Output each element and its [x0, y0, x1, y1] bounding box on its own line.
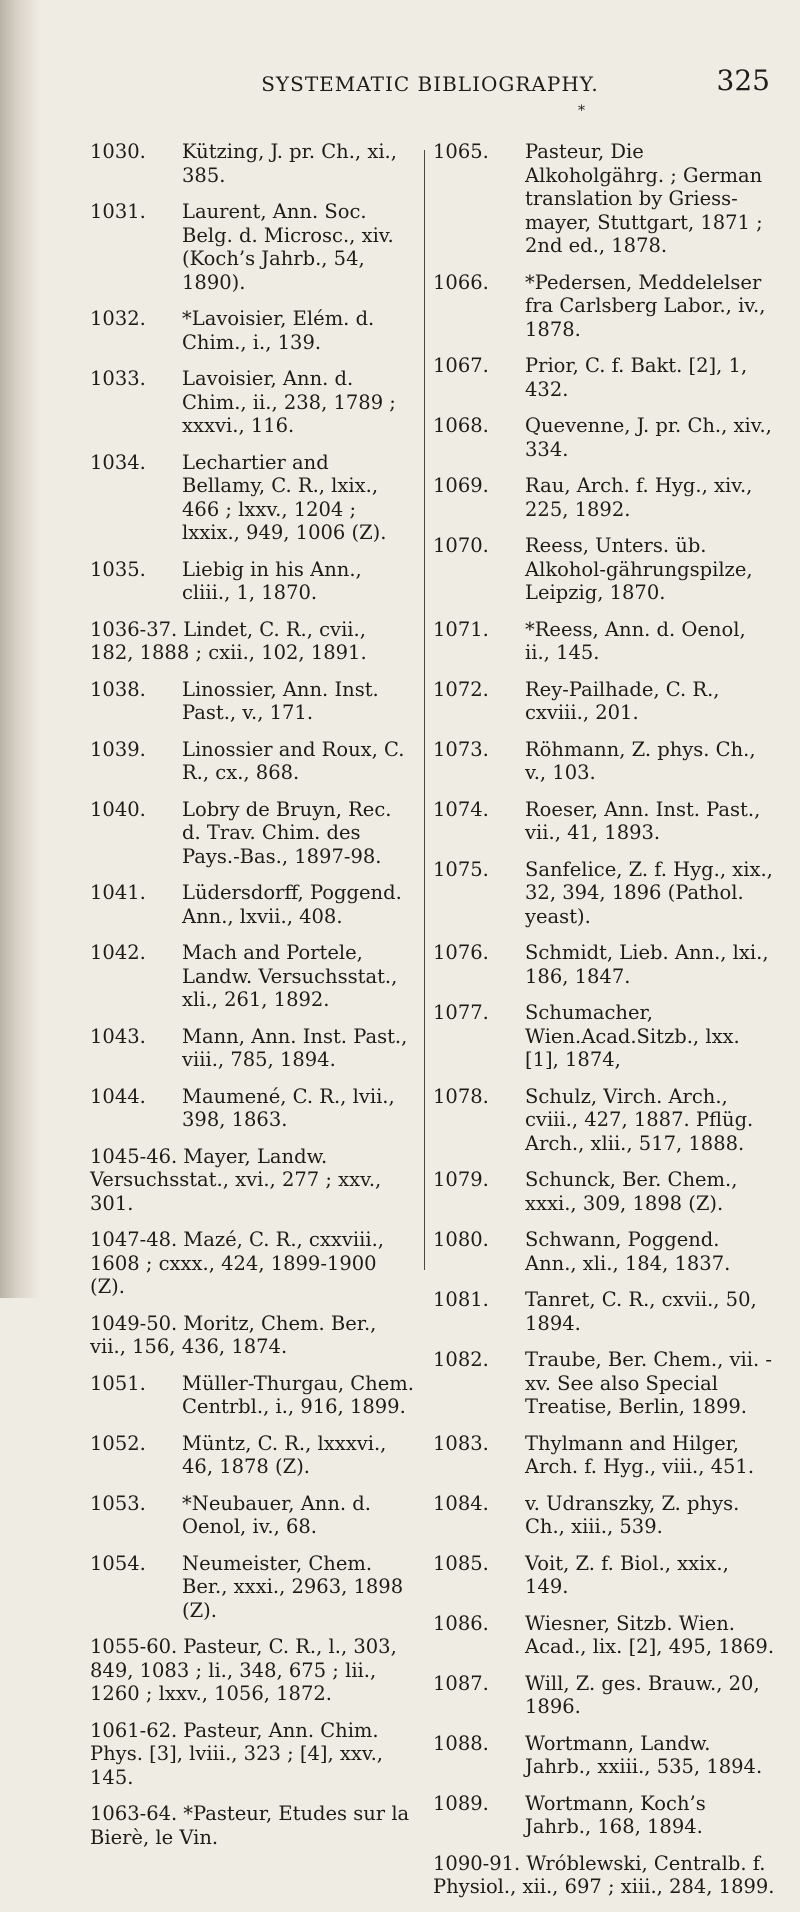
bibliography-entry	[433, 1792, 775, 1839]
entry-citation: *Reess, Ann. d. Oenol, ii., 145.	[525, 617, 746, 664]
bibliography-entry	[433, 1168, 775, 1215]
running-title: SYSTEMATIC BIBLIOGRAPHY.	[261, 72, 599, 96]
entry-citation: *Lavoisier, Elém. d. Chim., i., 139.	[182, 307, 375, 354]
bibliography-entry	[433, 1432, 775, 1479]
entry-citation: Mach and Portele, Landw. Versuchsstat., xli., 261, 1892.	[182, 941, 398, 1011]
entry-citation: Prior, C. f. Bakt. [2], 1, 432.	[525, 354, 748, 401]
bibliography-entry	[433, 474, 775, 521]
entry-citation: Linossier, Ann. Inst. Past., v., 171.	[182, 677, 379, 724]
entry-number: 1070.	[433, 534, 489, 557]
entry-citation: Pasteur, Ann. Chim. Phys. [3], lviii., 323 ; [4], xxv., 145.	[90, 1718, 383, 1789]
entry-number: 1039.	[90, 737, 146, 761]
entry-citation: Lechartier and Bellamy, C. R., lxix., 466 ; lxxv., 1204 ; lxxix., 949, 1006 (Z).	[182, 450, 387, 544]
bibliography-entry	[90, 1552, 415, 1623]
entry-number: 1073.	[433, 737, 489, 761]
entry-citation: Wortmann, Koch’s Jahrb., 168, 1894.	[525, 1791, 706, 1838]
bibliography-entry	[90, 1432, 415, 1479]
bibliography-entry	[90, 1372, 415, 1419]
bibliography-entry	[90, 881, 415, 928]
entry-number: 1036-37.	[90, 617, 178, 641]
bibliography-entry	[433, 1228, 775, 1275]
bibliography-entry	[433, 1348, 775, 1419]
entry-citation: Laurent, Ann. Soc. Belg. d. Microsc., xiv. (Koch’s Jahrb., 54, 1890).	[182, 200, 394, 294]
entry-citation: Rau, Arch. f. Hyg., xiv., 225, 1892.	[525, 474, 753, 521]
entry-citation: Maumené, C. R., lvii., 398, 1863.	[182, 1084, 395, 1131]
entry-number: 1089.	[433, 1791, 489, 1815]
entry-citation: Liebig in his Ann., cliii., 1, 1870.	[182, 557, 362, 604]
bibliography-entry	[433, 1612, 775, 1659]
entry-number: 1030.	[90, 140, 146, 163]
entry-citation: Lüdersdorff, Poggend. Ann., lxvii., 408.	[182, 881, 402, 928]
entry-number: 1078.	[433, 1084, 489, 1108]
page-header	[90, 62, 770, 102]
entry-citation: Mazé, C. R., cxxviii., 1608 ; cxxx., 424, 1899-1900 (Z).	[90, 1228, 384, 1298]
entry-number: 1087.	[433, 1671, 489, 1695]
entry-number: 1055-60.	[90, 1635, 178, 1658]
entry-number: 1067.	[433, 354, 489, 377]
entry-citation: Schulz, Virch. Arch., cviii., 427, 1887. Pflüg. Arch., xlii., 517, 1888.	[525, 1084, 754, 1155]
bibliography-entry	[433, 798, 775, 845]
page-spine-shadow	[0, 0, 40, 1298]
bibliography-entry	[433, 618, 775, 665]
entry-citation: Roeser, Ann. Inst. Past., vii., 41, 1893.	[525, 797, 761, 844]
bibliography-entry	[90, 1228, 415, 1299]
entry-number: 1068.	[433, 414, 489, 437]
right-column	[433, 140, 775, 1912]
print-marker: *	[578, 103, 585, 119]
entry-citation: Pasteur, Die Alkoholgährg. ; German translation by Griess-mayer, Stuttgart, 1871 ; 2nd ed., 1878.	[525, 140, 763, 257]
entry-citation: Voit, Z. f. Biol., xxix., 149.	[525, 1551, 729, 1598]
entry-number: 1072.	[433, 677, 489, 701]
entry-citation: Lavoisier, Ann. d. Chim., ii., 238, 1789 ; xxxvi., 116.	[182, 367, 396, 437]
entry-citation: Lobry de Bruyn, Rec. d. Trav. Chim. des Pays.-Bas., 1897-98.	[182, 797, 392, 868]
bibliography-entry	[90, 558, 415, 605]
entry-citation: Wiesner, Sitzb. Wien. Acad., lix. [2], 495, 1869.	[525, 1611, 775, 1658]
entry-citation: Müller-Thurgau, Chem. Centrbl., i., 916, 1899.	[182, 1371, 414, 1418]
entry-citation: Röhmann, Z. phys. Ch., v., 103.	[525, 737, 756, 784]
page-number: 325	[716, 64, 770, 97]
entry-number: 1044.	[90, 1084, 146, 1108]
entry-citation: Schmidt, Lieb. Ann., lxi., 186, 1847.	[525, 941, 769, 988]
entry-citation: Rey-Pailhade, C. R., cxviii., 201.	[525, 677, 720, 724]
bibliography-entry	[433, 1852, 775, 1899]
bibliography-entry	[90, 941, 415, 1012]
entry-number: 1065.	[433, 140, 489, 163]
bibliography-entry	[433, 534, 775, 605]
entry-number: 1081.	[433, 1288, 489, 1311]
entry-citation: v. Udranszky, Z. phys. Ch., xiii., 539.	[525, 1491, 740, 1538]
entry-number: 1054.	[90, 1551, 146, 1575]
entry-citation: Neumeister, Chem. Ber., xxxi., 2963, 1898 (Z).	[182, 1551, 404, 1622]
bibliography-entry	[90, 451, 415, 545]
entry-citation: Tanret, C. R., cxvii., 50, 1894.	[525, 1288, 757, 1335]
entry-citation: Moritz, Chem. Ber., vii., 156, 436, 1874.	[90, 1311, 377, 1358]
entry-citation: Will, Z. ges. Brauw., 20, 1896.	[525, 1671, 760, 1718]
bibliography-entry	[433, 738, 775, 785]
bibliography-entry	[90, 678, 415, 725]
bibliography-entry	[90, 1025, 415, 1072]
entry-number: 1079.	[433, 1168, 489, 1191]
bibliography-entry	[90, 1802, 415, 1849]
entry-number: 1041.	[90, 881, 146, 904]
bibliography-entry	[433, 1492, 775, 1539]
bibliography-entry	[90, 738, 415, 785]
entry-number: 1085.	[433, 1551, 489, 1575]
bibliography-entry	[433, 271, 775, 342]
entry-number: 1084.	[433, 1491, 489, 1515]
entry-citation: Reess, Unters. üb. Alkohol-gährungspilze, Leipzig, 1870.	[525, 534, 753, 604]
bibliography-entry	[433, 1552, 775, 1599]
left-column	[90, 140, 415, 1862]
bibliography-entry	[433, 1288, 775, 1335]
entry-number: 1052.	[90, 1431, 146, 1455]
entry-number: 1043.	[90, 1024, 146, 1048]
bibliography-entry	[433, 414, 775, 461]
entry-number: 1033.	[90, 367, 146, 390]
entry-number: 1075.	[433, 857, 489, 881]
bibliography-entry	[90, 1492, 415, 1539]
entry-number: 1077.	[433, 1001, 489, 1024]
entry-number: 1049-50.	[90, 1311, 178, 1335]
entry-citation: Thylmann and Hilger, Arch. f. Hyg., viii., 451.	[525, 1431, 755, 1478]
entry-citation: Linossier and Roux, C. R., cx., 868.	[182, 737, 405, 784]
entry-citation: Kützing, J. pr. Ch., xi., 385.	[182, 140, 397, 187]
entry-number: 1066.	[433, 270, 489, 294]
bibliography-entry	[90, 140, 415, 187]
entry-number: 1080.	[433, 1228, 489, 1251]
entry-citation: Wróblewski, Centralb. f. Physiol., xii., 697 ; xiii., 284, 1899.	[433, 1851, 775, 1898]
entry-citation: Lindet, C. R., cvii., 182, 1888 ; cxii., 102, 1891.	[90, 617, 367, 664]
entry-number: 1063-64.	[90, 1802, 178, 1825]
entry-citation: *Neubauer, Ann. d. Oenol, iv., 68.	[182, 1491, 371, 1538]
bibliography-entry	[90, 798, 415, 869]
bibliography-entry	[433, 941, 775, 988]
entry-number: 1034.	[90, 450, 146, 474]
bibliography-entry	[433, 140, 775, 258]
bibliography-entry	[90, 1085, 415, 1132]
bibliography-entry	[90, 618, 415, 665]
bibliography-entry	[433, 1732, 775, 1779]
entry-number: 1047-48.	[90, 1228, 178, 1251]
entry-number: 1038.	[90, 677, 146, 701]
bibliography-entry	[433, 1672, 775, 1719]
bibliography-entry	[90, 367, 415, 438]
bibliography-entry	[90, 1312, 415, 1359]
entry-number: 1061-62.	[90, 1718, 178, 1742]
entry-number: 1086.	[433, 1611, 489, 1635]
entry-citation: Schwann, Poggend. Ann., xli., 184, 1837.	[525, 1228, 731, 1275]
entry-number: 1042.	[90, 941, 146, 964]
bibliography-entry	[433, 1001, 775, 1072]
entry-citation: Schumacher, Wien.Acad.Sitzb., lxx. [1], 1874,	[525, 1001, 740, 1071]
entry-citation: Mayer, Landw. Versuchsstat., xvi., 277 ; xxv., 301.	[90, 1144, 382, 1215]
entry-citation: Schunck, Ber. Chem., xxxi., 309, 1898 (Z).	[525, 1168, 738, 1215]
bibliography-entry	[90, 200, 415, 294]
entry-number: 1031.	[90, 200, 146, 223]
entry-citation: Sanfelice, Z. f. Hyg., xix., 32, 394, 1896 (Pathol. yeast).	[525, 857, 773, 928]
bibliography-entry	[90, 1719, 415, 1790]
entry-citation: *Pasteur, Etudes sur la Bierè, le Vin.	[90, 1802, 410, 1849]
entry-number: 1045-46.	[90, 1144, 178, 1168]
entry-citation: Müntz, C. R., lxxxvi., 46, 1878 (Z).	[182, 1431, 387, 1478]
entry-number: 1074.	[433, 797, 489, 821]
entry-number: 1071.	[433, 617, 489, 641]
bibliography-entry	[433, 678, 775, 725]
bibliography-entry	[433, 354, 775, 401]
entry-number: 1090-91.	[433, 1851, 521, 1875]
entry-citation: Traube, Ber. Chem., vii. - xv. See also Special Treatise, Berlin, 1899.	[525, 1348, 772, 1418]
entry-number: 1051.	[90, 1371, 146, 1395]
entry-citation: Quevenne, J. pr. Ch., xiv., 334.	[525, 414, 772, 461]
entry-citation: Mann, Ann. Inst. Past., viii., 785, 1894.	[182, 1024, 408, 1071]
entry-number: 1082.	[433, 1348, 489, 1371]
bibliography-entry	[90, 307, 415, 354]
entry-number: 1069.	[433, 474, 489, 497]
entry-number: 1083.	[433, 1431, 489, 1455]
entry-citation: Wortmann, Landw. Jahrb., xxiii., 535, 1894.	[525, 1731, 763, 1778]
bibliography-entry	[90, 1145, 415, 1216]
entry-citation: Pasteur, C. R., l., 303, 849, 1083 ; li., 348, 675 ; lii., 1260 ; lxxv., 1056, 1872.	[90, 1635, 397, 1705]
bibliography-entry	[433, 1085, 775, 1156]
entry-number: 1053.	[90, 1491, 146, 1515]
column-divider	[424, 150, 425, 1270]
entry-number: 1035.	[90, 557, 146, 581]
entry-citation: *Pedersen, Meddelelser fra Carlsberg Labor., iv., 1878.	[525, 270, 766, 341]
bibliography-entry	[90, 1635, 415, 1706]
entry-number: 1088.	[433, 1731, 489, 1755]
entry-number: 1076.	[433, 941, 489, 964]
entry-number: 1032.	[90, 307, 146, 330]
bibliography-entry	[433, 858, 775, 929]
entry-number: 1040.	[90, 797, 146, 821]
